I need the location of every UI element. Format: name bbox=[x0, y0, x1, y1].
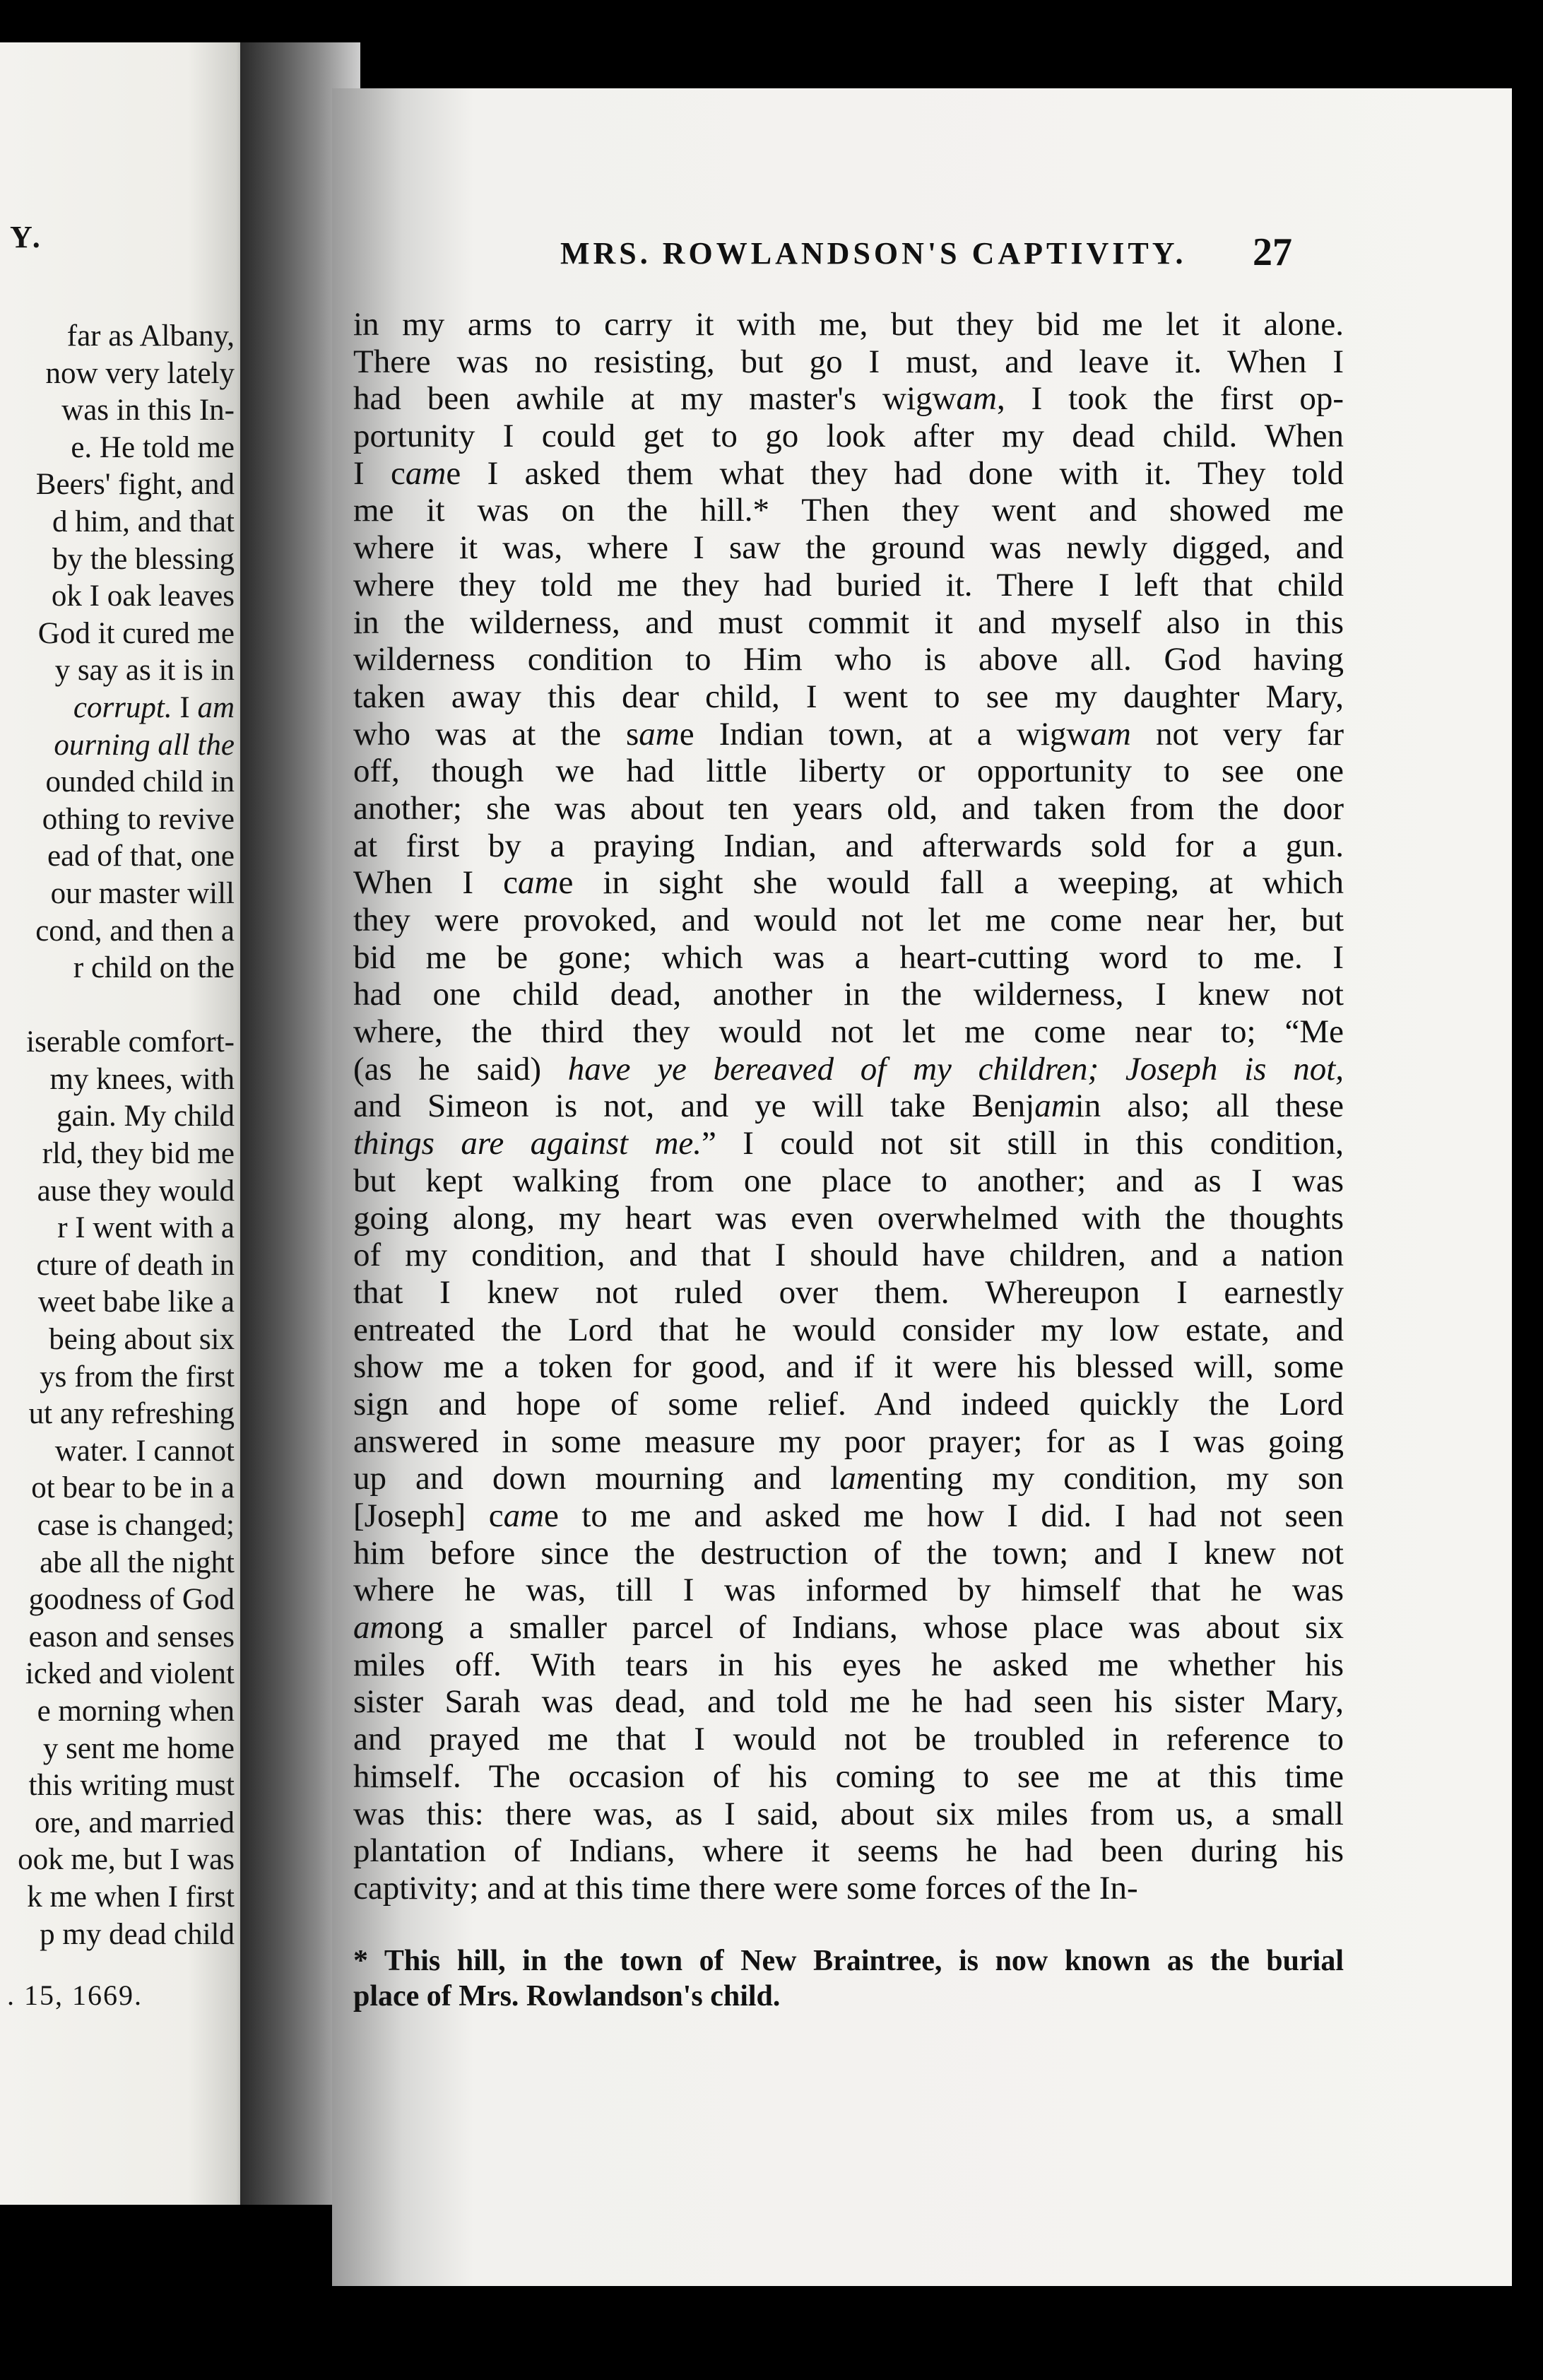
body-text-line: me it was on the hill.* Then they went and showed me bbox=[353, 492, 1344, 529]
left-text-line: far as Albany, bbox=[66, 319, 235, 353]
body-text-line: answered in some measure my poor prayer; for as I was going bbox=[353, 1422, 1344, 1460]
left-text-line: y say as it is in bbox=[54, 654, 235, 688]
body-text-line: in the wilderness, and must commit it and myself also in this bbox=[353, 603, 1344, 641]
left-text-line: ourning all the bbox=[54, 728, 235, 762]
body-text-line: was this: there was, as I said, about six miles from us, a small bbox=[353, 1795, 1344, 1832]
left-text-line: this writing must bbox=[28, 1769, 235, 1803]
left-text-line: abe all the night bbox=[40, 1545, 235, 1579]
left-text-line: weet babe like a bbox=[37, 1285, 235, 1319]
left-text-line: God it cured me bbox=[37, 616, 235, 650]
body-text bbox=[353, 306, 1344, 1907]
left-text-line: my knees, with bbox=[49, 1062, 235, 1096]
body-text-line: in my arms to carry it with me, but they bid me let it alone. bbox=[353, 306, 1344, 343]
body-text-line: and Simeon is not, and ye will take Benjamin also; all these bbox=[353, 1088, 1344, 1125]
left-text-line: r I went with a bbox=[57, 1211, 235, 1245]
body-text-line: where, the third they would not let me come near to; “Me bbox=[353, 1013, 1344, 1051]
left-text-line: y sent me home bbox=[42, 1731, 235, 1765]
left-text-line: rld, they bid me bbox=[42, 1137, 235, 1171]
left-text-line: cond, and then a bbox=[35, 914, 235, 948]
left-text-line: e morning when bbox=[37, 1694, 235, 1728]
left-text-line: icked and violent bbox=[25, 1657, 235, 1691]
left-text-line: p my dead child bbox=[40, 1917, 235, 1951]
footnote-line: * This hill, in the town of New Braintree, is now known as the burial bbox=[353, 1945, 1344, 1977]
body-text-line: among a smaller parcel of Indians, whose place was about six bbox=[353, 1609, 1344, 1646]
left-text-line: d him, and that bbox=[52, 505, 235, 538]
left-text-line: was in this In- bbox=[61, 394, 235, 428]
left-text-line: othing to revive bbox=[42, 802, 235, 836]
left-text-line: Beers' fight, and bbox=[35, 468, 235, 502]
body-text-line: plantation of Indians, where it seems he had been during his bbox=[353, 1832, 1344, 1870]
right-page bbox=[332, 88, 1512, 2286]
body-text-line: sister Sarah was dead, and told me he had seen his sister Mary, bbox=[353, 1683, 1344, 1721]
left-text-line: case is changed; bbox=[37, 1509, 235, 1542]
body-text-line: [Joseph] came to me and asked me how I did. I had not seen bbox=[353, 1497, 1344, 1534]
body-text-line: wilderness condition to Him who is above all. God having bbox=[353, 641, 1344, 678]
body-text-line: bid me be gone; which was a heart-cutting word to me. I bbox=[353, 938, 1344, 976]
left-running-head: Y. bbox=[10, 220, 43, 254]
left-text-line: by the blessing bbox=[52, 542, 235, 576]
body-text-line: had one child dead, another in the wilderness, I knew not bbox=[353, 976, 1344, 1013]
body-text-line: taken away this dear child, I went to see my daughter Mary, bbox=[353, 678, 1344, 715]
left-text-line bbox=[0, 987, 235, 1025]
running-title: MRS. ROWLANDSON'S CAPTIVITY. bbox=[560, 236, 1187, 271]
body-text-line: had been awhile at my master's wigwam, I took the first op- bbox=[353, 380, 1344, 418]
left-text-line: ause they would bbox=[37, 1174, 235, 1208]
left-text-line: ounded child in bbox=[45, 765, 235, 799]
body-text-line: himself. The occasion of his coming to see me at this time bbox=[353, 1757, 1344, 1795]
left-text-line: gain. My child bbox=[57, 1100, 235, 1133]
body-text-line: off, though we had little liberty or opportunity to see one bbox=[353, 753, 1344, 790]
body-text-line: When I came in sight she would fall a weeping, at which bbox=[353, 864, 1344, 902]
body-text-line: where they told me they had buried it. There I left that child bbox=[353, 566, 1344, 603]
body-text-line: they were provoked, and would not let me come near her, but bbox=[353, 902, 1344, 938]
left-text-line: cture of death in bbox=[36, 1248, 235, 1282]
left-text-line: ys from the first bbox=[40, 1360, 235, 1394]
left-text-line: being about six bbox=[49, 1323, 235, 1357]
left-text-line: k me when I first bbox=[27, 1880, 235, 1914]
body-text-line: sign and hope of some relief. And indeed quickly the Lord bbox=[353, 1385, 1344, 1422]
left-text-line: ore, and married bbox=[35, 1805, 235, 1839]
left-text-line: ut any refreshing bbox=[28, 1397, 235, 1431]
body-text-line: portunity I could get to go look after my dead child. When bbox=[353, 418, 1344, 455]
body-text-line: up and down mourning and lamenting my condition, my son bbox=[353, 1460, 1344, 1497]
left-text-line: ead of that, one bbox=[47, 840, 235, 873]
body-text-line: but kept walking from one place to another; and as I was bbox=[353, 1162, 1344, 1199]
left-text-line: r child on the bbox=[73, 951, 235, 985]
footnote-line: place of Mrs. Rowlandson's child. bbox=[353, 1980, 781, 2013]
body-text-line: captivity; and at this time there were some forces of the In- bbox=[353, 1869, 1138, 1907]
left-text-line: ook me, but I was bbox=[18, 1843, 235, 1877]
body-text-line: and prayed me that I would not be troubled in reference to bbox=[353, 1721, 1344, 1758]
body-text-line: where he was, till I was informed by himself that he was bbox=[353, 1572, 1344, 1609]
body-text-line: of my condition, and that I should have children, and a nation bbox=[353, 1237, 1344, 1274]
body-text-line: entreated the Lord that he would consider my low estate, and bbox=[353, 1311, 1344, 1348]
left-text-line: corrupt. I am bbox=[73, 690, 235, 724]
body-text-line: at first by a praying Indian, and afterwards sold for a gun. bbox=[353, 827, 1344, 864]
body-text-line: that I knew not ruled over them. Whereupon I earnestly bbox=[353, 1273, 1344, 1311]
left-text-line: our master will bbox=[50, 876, 235, 910]
left-text-line: goodness of God bbox=[28, 1583, 235, 1617]
left-text-line: now very lately bbox=[45, 356, 235, 390]
body-text-line: going along, my heart was even overwhelmed with the thoughts bbox=[353, 1199, 1344, 1237]
body-text-line: I came I asked them what they had done with it. They told bbox=[353, 454, 1344, 492]
left-text-line: iserable comfort- bbox=[26, 1025, 235, 1059]
footnote bbox=[353, 1943, 1344, 2014]
body-text-line: show me a token for good, and if it were his blessed will, some bbox=[353, 1348, 1344, 1386]
left-text-line: ot bear to be in a bbox=[31, 1471, 235, 1505]
body-text-line: (as he said) have ye bereaved of my children; Joseph is not, bbox=[353, 1050, 1344, 1088]
body-text-line: miles off. With tears in his eyes he asked me whether his bbox=[353, 1646, 1344, 1683]
body-text-line: where it was, where I saw the ground was newly digged, and bbox=[353, 529, 1344, 567]
body-text-line: him before since the destruction of the town; and I knew not bbox=[353, 1534, 1344, 1572]
page-number: 27 bbox=[1253, 230, 1292, 274]
body-text-line: who was at the same Indian town, at a wigwam not very far bbox=[353, 715, 1344, 753]
left-text-line: eason and senses bbox=[28, 1620, 235, 1654]
left-text-line: water. I cannot bbox=[54, 1434, 235, 1468]
left-page-footer: . 15, 1669. bbox=[7, 1979, 143, 2011]
left-facing-page bbox=[0, 42, 268, 2205]
body-text-line: There was no resisting, but go I must, and leave it. When I bbox=[353, 343, 1344, 380]
body-text-line: things are against me.” I could not sit still in this condition, bbox=[353, 1125, 1344, 1162]
body-text-line: another; she was about ten years old, and taken from the door bbox=[353, 789, 1344, 827]
running-head bbox=[332, 230, 1512, 278]
left-page-text bbox=[0, 318, 235, 1953]
left-text-line: ok I oak leaves bbox=[51, 579, 235, 613]
left-text-line: e. He told me bbox=[71, 430, 235, 464]
